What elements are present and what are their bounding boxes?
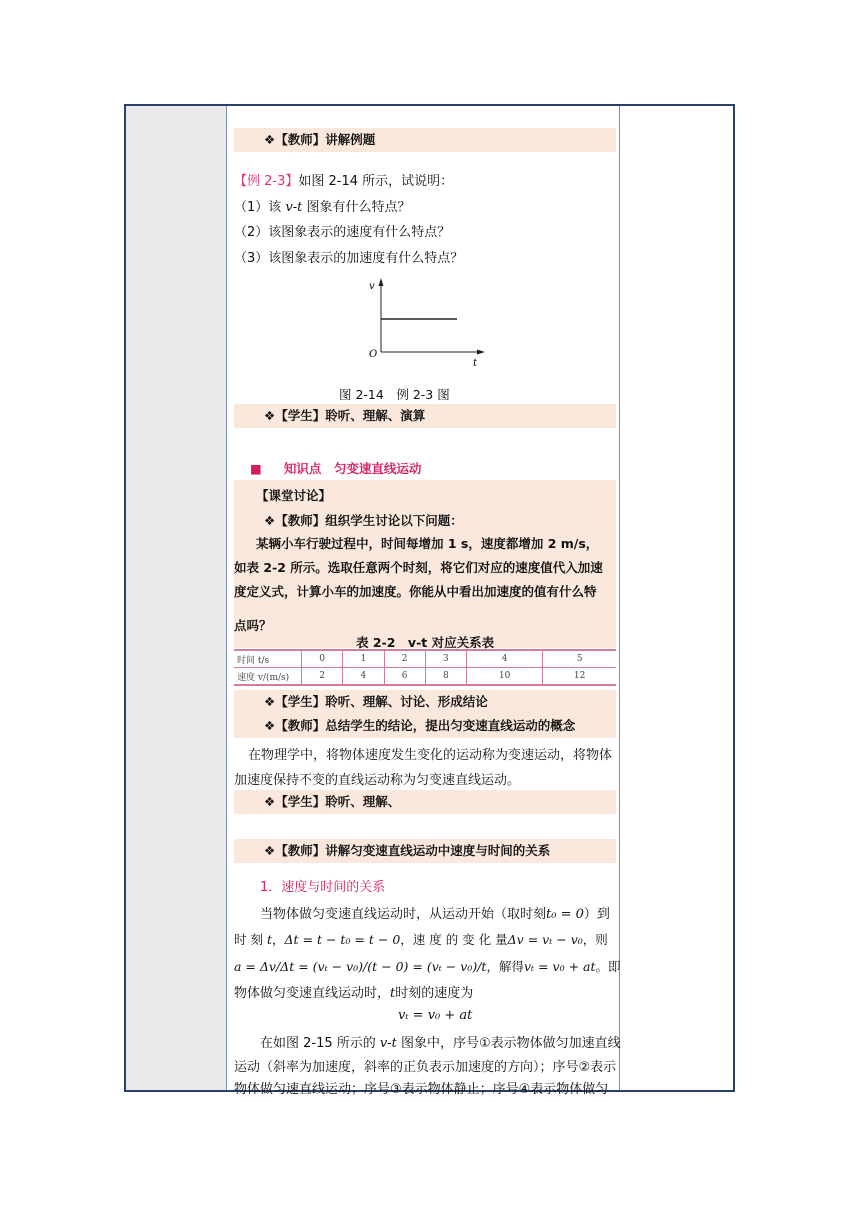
table-cell: 5 [543,650,616,668]
table-cell: 2 [384,650,425,668]
formula-inline: a = Δv/Δt = (vₜ − v₀)/(t − 0) = (vₜ − v₀)/t [234,959,487,974]
student-band-3: ❖【学生】聆听、理解、 [234,790,616,814]
para-text: ，则 [582,932,608,947]
para-line-6: 运动（斜率为加速度，斜率的正负表示加速度的方向）；序号②表示 [234,1060,617,1075]
formula-inline: t [390,986,396,1001]
teacher-band-3: ❖【教师】讲解匀变速直线运动中速度与时间的关系 [234,839,616,863]
discussion-text-3: 度定义式，计算小车的加速度。你能从中看出加速度的值有什么特 [234,584,597,599]
para-line-3 [234,957,621,975]
t-axis-arrow [477,350,485,355]
discussion-text-1: 某辆小车行驶过程中，时间每增加 1 s，速度都增加 2 m/s， [256,536,599,551]
q1-b: 图象有什么特点？ [302,200,411,215]
knowledge-bullet: ■ [250,461,262,476]
question-2: （2）该图象表示的速度有什么特点？ [234,225,451,240]
discussion-header: 【课堂讨论】 [256,488,332,503]
teacher-example-band: ❖【教师】讲解例题 [234,128,616,152]
discussion-teacher: ❖【教师】组织学生讨论以下问题： [264,513,463,528]
para-text: 。即 [595,959,621,974]
concept-line-1: 在物理学中，将物体速度发生变化的运动称为变速运动，将物体 [248,748,613,763]
student-band-1: ❖【学生】聆听、理解、演算 [234,404,616,428]
q1-a: （1）该 [234,200,286,215]
q1-var: v-t [285,200,303,215]
para-text: 物体做匀变速直线运动时， [234,986,391,1001]
formula-inline: vₜ = v₀ + at [523,959,596,974]
para-text: ，解得 [486,959,524,974]
discussion-block-end [234,614,616,648]
table-cell: 12 [543,668,616,686]
formula-inline: t [266,932,272,947]
t-axis-label: t [473,358,478,369]
question-3: （3）该图象表示的加速度有什么特点？ [234,251,464,266]
para-text: 图象中，序号①表示物体做匀加速直线 [396,1036,621,1051]
formula-inline: Δv = vₜ − v₀ [507,932,583,947]
para-line-5 [260,1032,621,1051]
para-text: ，速 度 的 变 化 量 [400,932,508,947]
velocity-formula: vₜ = v₀ + at [398,1008,473,1023]
para-text: ）到 [583,907,610,922]
formula-inline: t₀ = 0 [546,907,584,922]
example-title [234,170,453,189]
table-row [234,668,616,686]
concept-line-2: 加速度保持不变的直线运动称为匀变速直线运动。 [234,773,521,788]
table-cell: 1 [343,650,384,668]
discussion-text-4: 点吗？ [234,618,272,633]
formula-inline: v-t [379,1036,397,1051]
vt-graph-figure [359,274,489,369]
para-text: 在如图 2-15 所示的 [260,1036,380,1051]
table-cell: 4 [343,668,384,686]
para-text: 时 刻 [234,932,267,947]
para-line-4 [234,982,473,1001]
right-column [619,106,733,1090]
knowledge-point-heading [250,459,421,477]
table-cell: 0 [302,650,343,668]
para-line-2 [234,930,608,948]
para-line-7: 物体做匀速直线运动；序号③表示物体静止；序号④表示物体做匀 [234,1082,609,1097]
example-tag: 【例 2-3】 [234,174,299,189]
table-cell: 2 [302,668,343,686]
table-cell: 8 [425,668,466,686]
para-text: ， [271,932,285,947]
student-band-2: ❖【学生】聆听、理解、讨论、形成结论 [234,690,616,714]
para-text: 当物体做匀变速直线运动时，从运动开始（取时刻 [260,907,547,922]
table-row [234,650,616,668]
table-cell: 时间 t/s [234,650,302,668]
formula-inline: Δt = t − t₀ = t − 0 [284,932,401,947]
para-text: 时刻的速度为 [395,986,474,1001]
v-axis-label: v [369,281,375,292]
v-axis-arrow [379,278,384,286]
discussion-block [234,480,616,614]
table-cell: 4 [467,650,543,668]
para-line-1 [260,903,610,922]
table-cell: 10 [467,668,543,686]
table-cell: 3 [425,650,466,668]
lesson-table-frame [124,104,735,1097]
figure-caption: 图 2-14 例 2-3 图 [339,387,450,402]
question-1 [234,196,411,215]
teacher-band-2: ❖【教师】总结学生的结论，提出匀变速直线运动的概念 [234,714,616,738]
table-cell: 速度 v/(m/s) [234,668,302,686]
left-column [126,106,227,1090]
origin-label: O [369,349,378,360]
vt-table [234,649,616,686]
section-1-title: 1．速度与时间的关系 [260,880,386,895]
table-cell: 6 [384,668,425,686]
discussion-text-2: 如表 2-2 所示。选取任意两个时刻，将它们对应的速度值代入加速 [234,560,603,575]
table-caption: 表 2-2 v-t 对应关系表 [356,635,495,650]
knowledge-title: 知识点 匀变速直线运动 [283,461,422,476]
example-intro: 如图 2-14 所示，试说明： [298,174,454,189]
